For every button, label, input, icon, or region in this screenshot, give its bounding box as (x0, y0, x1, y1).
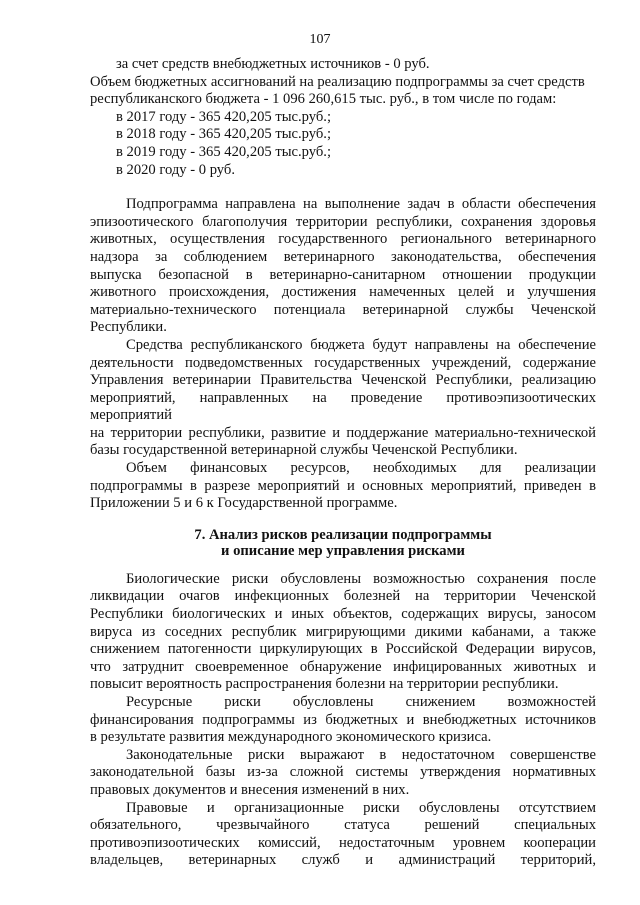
text-line: деятельности подведомственных государственных учреждений, содержание (90, 354, 596, 371)
text-line: правовых документов и внесения изменений в них. (90, 781, 410, 798)
text-line: Приложении 5 и 6 к Государственной программе. (90, 495, 398, 512)
paragraph-resources (90, 460, 596, 513)
section-heading-line-2: и описание мер управления рисками (221, 542, 465, 559)
paragraph-bio-risks (90, 571, 596, 694)
paragraph-budget (90, 337, 596, 460)
text-line: законодательной базы из-за сложной системы утверждения нормативных (90, 764, 596, 781)
spacer (90, 179, 596, 196)
text-line: финансирования подпрограммы из бюджетных и внебюджетных источников (90, 711, 596, 728)
text-line: Законодательные риски выражают в недостаточном совершенстве (126, 746, 596, 763)
text-line: материально-технического потенциала ветеринарной службы Чеченской (90, 301, 596, 318)
text-line: мероприятий, направленных на проведение противоэпизоотических мероприятий (90, 389, 596, 424)
section-heading (90, 527, 596, 559)
text-line: эпизоотического благополучия территории республики, сохранения здоровья (90, 213, 596, 230)
text-line: подпрограммы в разрезе мероприятий и основных мероприятий, приведен в (90, 477, 596, 494)
text-line: животных, осуществления государственного регионального ветеринарного (90, 231, 596, 248)
year-line: в 2017 году - 365 420,205 тыс.руб.; (116, 108, 332, 125)
paragraph-resource-risks (90, 694, 596, 747)
paragraph-legislative-risks (90, 747, 596, 800)
text-line: Республики. (90, 319, 167, 336)
text-line: что затруднит своевременное обнаружение инфицированных животных и (90, 658, 596, 675)
text-line: повысит вероятность распространения болезни на территории республики. (90, 676, 559, 693)
republic-line-2: республиканского бюджета - 1 096 260,615 тыс. руб., в том числе по годам: (90, 91, 557, 108)
text-line: ликвидации очагов инфекционных болезней на территории Чеченской (90, 588, 596, 605)
paragraph-org-risks (90, 800, 596, 870)
text-line: в результате развития международного экономического кризиса. (90, 729, 492, 746)
text-line: вируса из соседних республик мигрирующими дикими кабанами, а также (90, 623, 596, 640)
text-line: обязательного, чрезвычайного статуса решений специальных (90, 817, 596, 834)
year-line: в 2018 году - 365 420,205 тыс.руб.; (116, 126, 332, 143)
text-line: Средства республиканского бюджета будут направлены на обеспечение (126, 336, 596, 353)
text-line: базы государственной ветеринарной службы Чеченской Республики. (90, 442, 518, 459)
page-body (90, 56, 596, 870)
text-line: Правовые и организационные риски обусловлены отсутствием (126, 799, 596, 816)
text-line: Республики биологических и иных объектов, содержащих вирусы, заносом (90, 606, 596, 623)
year-line: в 2020 году - 0 руб. (116, 161, 235, 178)
year-line: в 2019 году - 365 420,205 тыс.руб.; (116, 143, 332, 160)
offbudget-line: за счет средств внебюджетных источников - 0 руб. (116, 56, 430, 72)
section-heading-line-1: 7. Анализ рисков реализации подпрограммы (194, 526, 492, 543)
page-number: 107 (309, 32, 331, 47)
text-line: противоэпизоотических комиссий, недостаточным уровнем кооперации (90, 834, 596, 851)
text-line: снижением патогенности циркулирующих в Российской Федерации вирусов, (90, 641, 596, 658)
text-line: Ресурсные риски обусловлены снижением возможностей (126, 694, 596, 710)
funding-block (90, 56, 596, 179)
paragraph-goals (90, 196, 596, 337)
republic-line-1: Объем бюджетных ассигнований на реализацию подпрограммы за счет средств (90, 73, 585, 90)
text-line: на территории республики, развитие и поддержание материально-технической (90, 424, 596, 441)
text-line: владельцев, ветеринарных служб и администраций территорий, (90, 852, 596, 869)
text-line: Подпрограмма направлена на выполнение задач в области обеспечения (126, 196, 596, 213)
text-line: Биологические риски обусловлены возможностью сохранения после (126, 570, 596, 587)
text-line: надзора за соблюдением ветеринарного законодательства, обеспечения (90, 248, 596, 265)
text-line: животного происхождения, достижения намеченных целей и улучшения (90, 284, 596, 301)
text-line: Управления ветеринарии Правительства Чеченской Республики, реализацию (90, 372, 596, 389)
text-line: Объем финансовых ресурсов, необходимых для реализации (126, 460, 596, 477)
text-line: выпуска безопасной в ветеринарно-санитарном отношении продукции (90, 266, 596, 283)
